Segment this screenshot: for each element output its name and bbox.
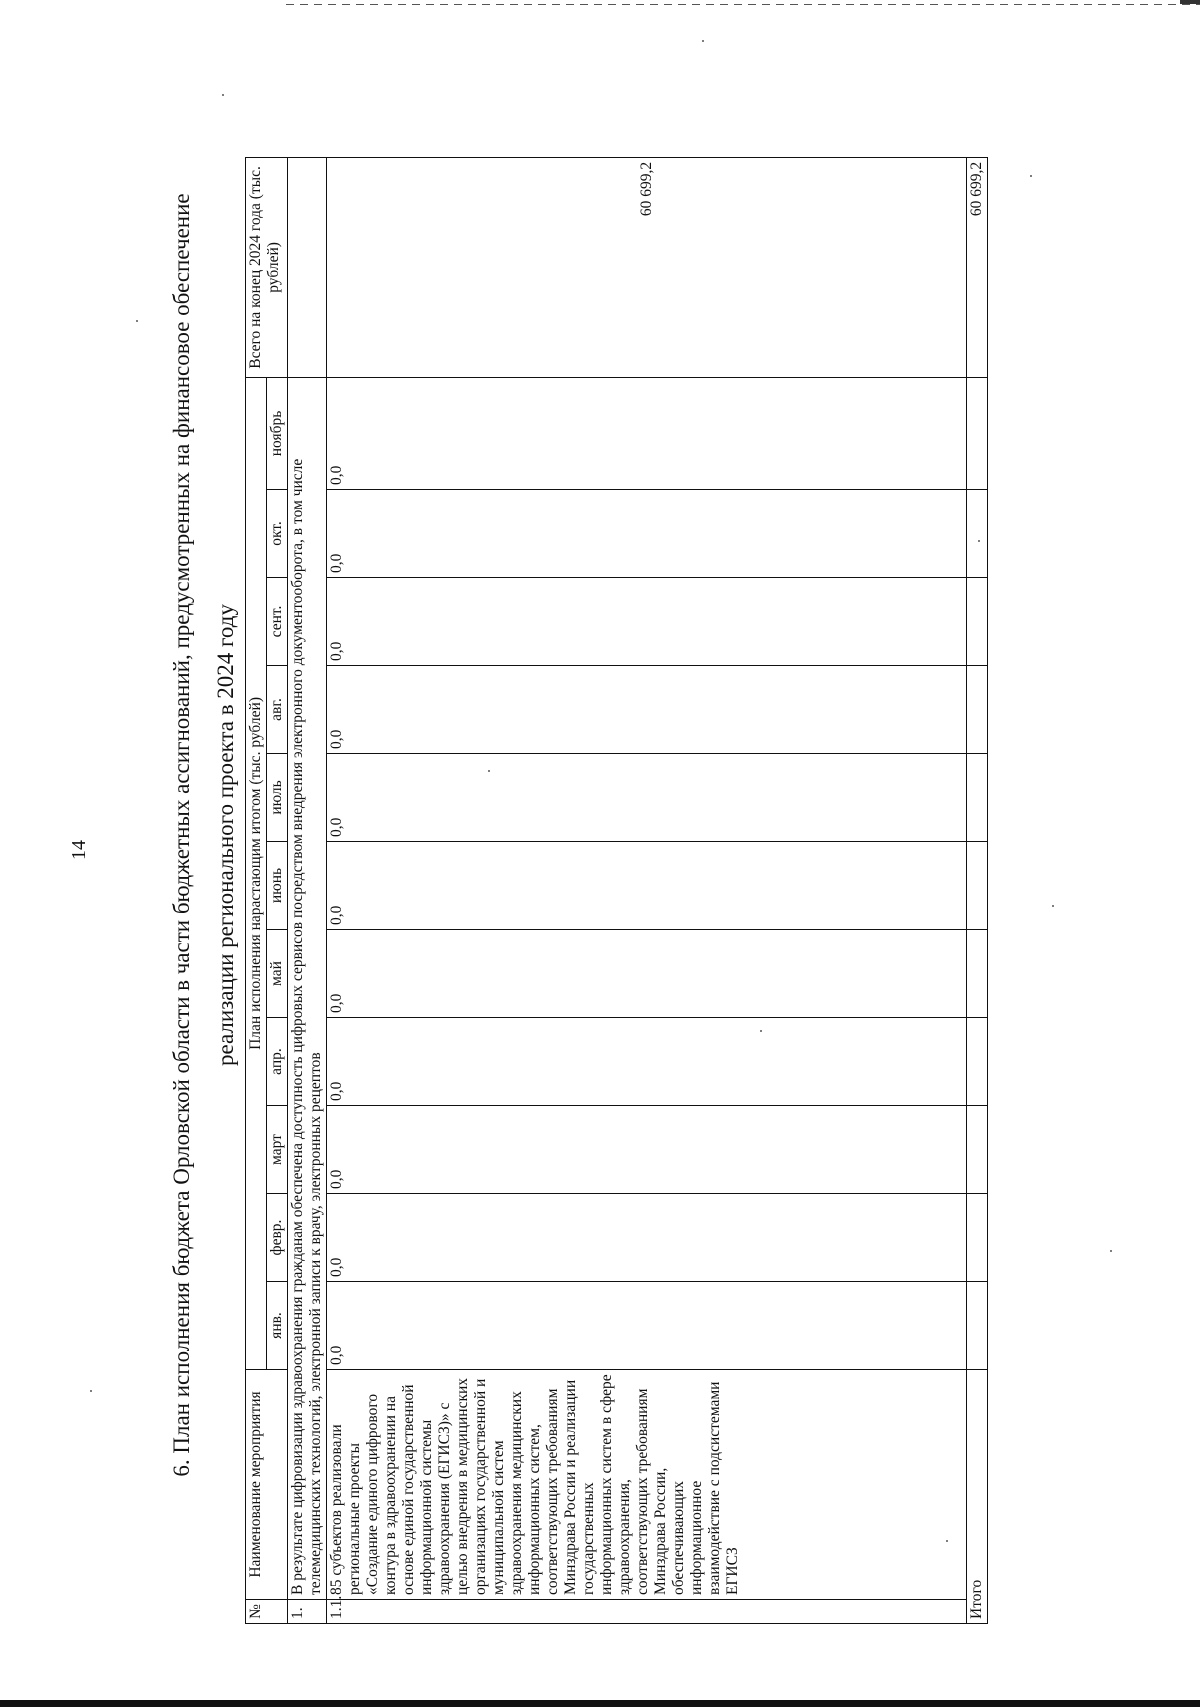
header-month: май <box>267 930 288 1018</box>
scan-edge-top <box>286 4 1200 5</box>
footer-cell <box>967 377 988 489</box>
footer-cell <box>967 754 988 842</box>
footer-cell <box>967 1282 988 1370</box>
scan-speck <box>702 40 704 42</box>
footer-row <box>967 157 988 1623</box>
section-num: 1. <box>288 1600 327 1624</box>
header-month: окт. <box>267 490 288 578</box>
page-number: 14 <box>68 840 90 860</box>
item-value: 0,0 <box>327 490 967 578</box>
item-total: 60 699,2 <box>327 157 967 377</box>
item-value: 0,0 <box>327 1106 967 1194</box>
header-month: ноябрь <box>267 377 288 489</box>
table-header-row <box>246 157 267 1623</box>
item-value: 0,0 <box>327 1282 967 1370</box>
item-value: 0,0 <box>327 930 967 1018</box>
header-month: сент. <box>267 578 288 666</box>
footer-cell <box>967 1018 988 1106</box>
header-total: Всего на конец 2024 года (тыс. рублей) <box>246 157 288 377</box>
header-plan: План исполнения нарастающим итогом (тыс. рублей) <box>246 377 267 1369</box>
item-num: 1.1. <box>327 1600 967 1624</box>
item-value: 0,0 <box>327 666 967 754</box>
header-month: июль <box>267 754 288 842</box>
item-value: 0,0 <box>327 578 967 666</box>
table-row <box>327 157 967 1623</box>
item-value: 0,0 <box>327 1018 967 1106</box>
header-month: март <box>267 1106 288 1194</box>
footer-cell <box>967 1194 988 1282</box>
item-value: 0,0 <box>327 1194 967 1282</box>
header-month: февр. <box>267 1194 288 1282</box>
footer-total: 60 699,2 <box>967 157 988 377</box>
rotated-content <box>0 50 1120 1650</box>
item-value: 0,0 <box>327 754 967 842</box>
header-month: авг. <box>267 666 288 754</box>
footer-label: Итого <box>967 1370 988 1624</box>
header-month: янв. <box>267 1282 288 1370</box>
scan-edge-bottom <box>0 1700 1200 1707</box>
header-month: июнь <box>267 842 288 930</box>
footer-cell <box>967 490 988 578</box>
budget-plan-table <box>245 157 988 1624</box>
header-name: Наименование мероприятия <box>246 1370 288 1600</box>
footer-cell <box>967 578 988 666</box>
item-value: 0,0 <box>327 842 967 930</box>
header-num: № <box>246 1600 288 1624</box>
footer-cell <box>967 666 988 754</box>
header-month: апр. <box>267 1018 288 1106</box>
section-total <box>288 157 327 377</box>
section-row <box>288 157 327 1623</box>
scan-edge-right <box>1180 0 1200 4</box>
item-name: 85 субъектов реализовали региональные проекты «Создание единого цифрового контура в здравоохранении на основе единой государственной информационной системы здравоохранения (ЕГИСЗ)» с целью внедрения в медицинских организациях государственной и муниципальной систем здравоохранения медицинских информационных систем, соответствующих требованиям Минздрава России и реализации государственных информационных систем в сфере здравоохранения, соответствующих требованиям Минздрава России, обеспечивающих информационное взаимодействие с подсистемами ЕГИСЗ <box>327 1370 967 1600</box>
section-text: В результате цифровизации здравоохранения гражданам обеспечена доступность цифровых сервисов посредством внедрения электронного документооборота, в том числе телемедицинских технологий, электронной записи к врачу, электронных рецептов <box>288 377 327 1599</box>
item-value: 0,0 <box>327 377 967 489</box>
footer-cell <box>967 930 988 1018</box>
footer-cell <box>967 1106 988 1194</box>
footer-cell <box>967 842 988 930</box>
page-title: 6. План исполнения бюджета Орловской области в части бюджетных ассигнований, предусмотренных на финансовое обеспечение реализации регионального проекта в 2024 году <box>169 193 238 1477</box>
